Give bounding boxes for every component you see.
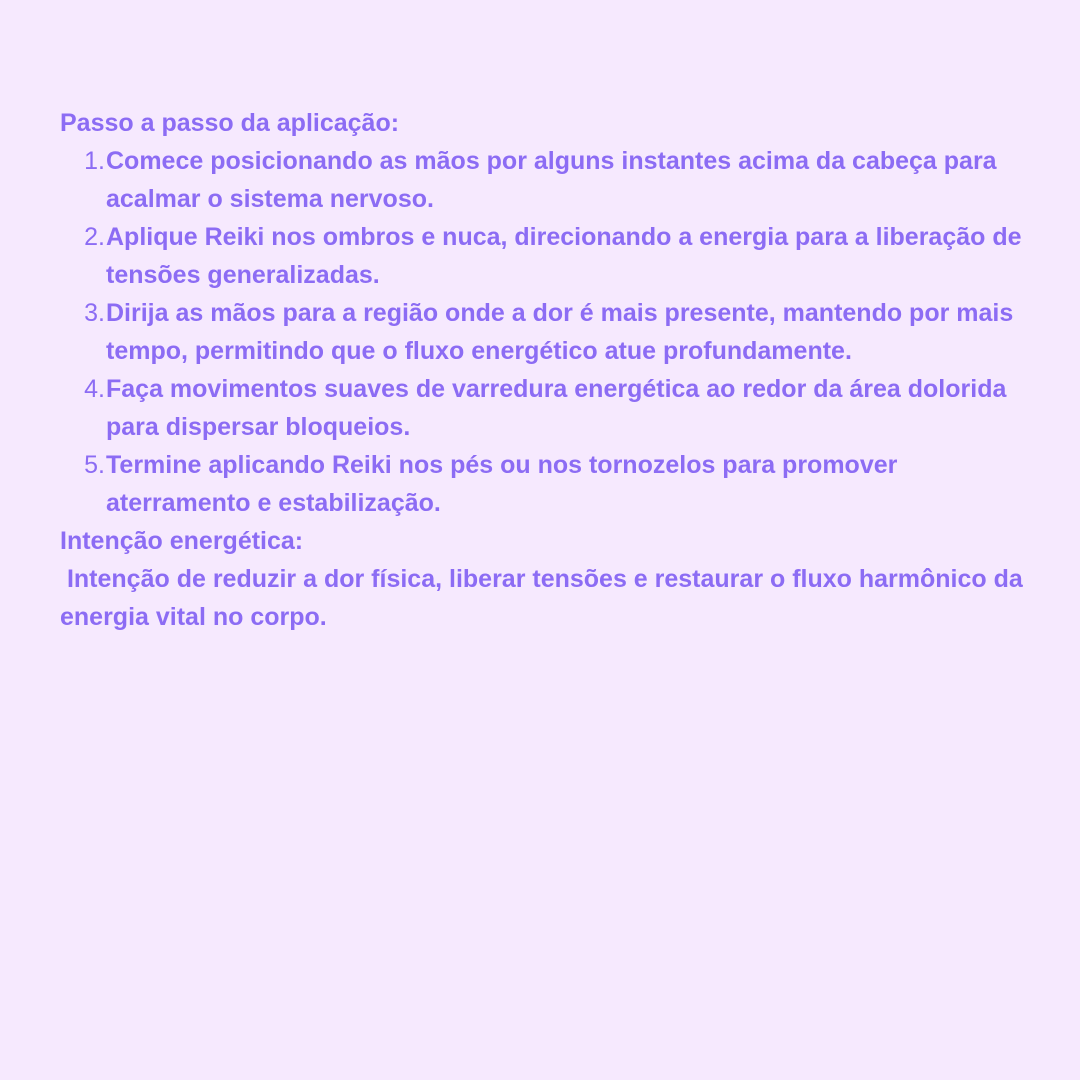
step-item	[60, 294, 1025, 370]
step-number: 1.	[84, 147, 105, 175]
step-text: Comece posicionando as mãos por alguns instantes acima da cabeça para acalmar o sistema nervoso.	[106, 147, 997, 213]
step-item	[60, 446, 1025, 522]
step-number: 4.	[84, 375, 105, 403]
steps-heading: Passo a passo da aplicação:	[60, 109, 400, 137]
step-number: 5.	[84, 451, 105, 479]
step-number: 3.	[84, 299, 105, 327]
step-item	[60, 218, 1025, 294]
content-block	[60, 104, 1030, 636]
step-item	[60, 370, 1025, 446]
intention-heading: Intenção energética:	[60, 527, 304, 555]
step-text: Aplique Reiki nos ombros e nuca, direcionando a energia para a liberação de tensões generalizadas.	[106, 223, 1022, 289]
step-text: Faça movimentos suaves de varredura energética ao redor da área dolorida para dispersar bloqueios.	[106, 375, 1007, 441]
step-text: Termine aplicando Reiki nos pés ou nos tornozelos para promover aterramento e estabilização.	[106, 451, 898, 517]
step-number: 2.	[84, 223, 105, 251]
step-text: Dirija as mãos para a região onde a dor é mais presente, mantendo por mais tempo, permitindo que o fluxo energético atue profundamente.	[106, 299, 1014, 365]
intention-text: Intenção de reduzir a dor física, liberar tensões e restaurar o fluxo harmônico da energia vital no corpo.	[60, 565, 1030, 631]
steps-list	[60, 142, 1025, 522]
step-item	[60, 142, 1025, 218]
